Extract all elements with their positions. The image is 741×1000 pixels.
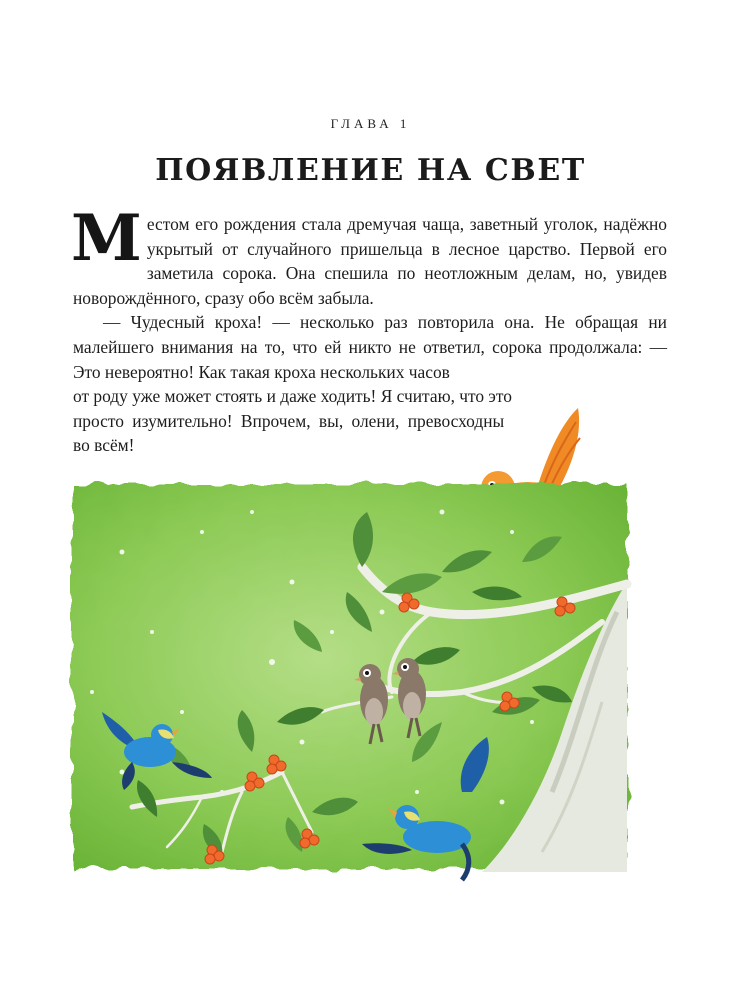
paragraph-1-text: естом его рождения стала дремучая чаща, заветный уголок, надёжно укрытый от случайного пришельца в лесное царство. Первой его заметила сорока. Она спешила по неотложным делам, но, увидев новорождённого, сразу обо всём забыла. — [73, 214, 667, 308]
paragraph-2-line-a: от роду уже может стоять и даже ходить! Я считаю, что это — [73, 386, 512, 407]
forest-illustration — [62, 472, 637, 882]
paragraph-2 — [73, 310, 667, 384]
paragraph-2-text: — Чудесный кроха! — несколько раз повторила она. Не обращая ни малейшего внимания на то, что ей никто не ответил, сорока продолжала: — Это невероятно! Как такая кроха нескольких часов — [73, 312, 667, 382]
paragraph-2-line-b: просто изумительно! Впрочем, вы, олени, превосходны — [73, 410, 505, 431]
paragraph-2-line-c: во всём! — [73, 435, 135, 456]
chapter-title: ПОЯВЛЕНИЕ НА СВЕТ — [155, 153, 586, 188]
drop-cap: М — [71, 201, 142, 276]
paragraph-1 — [71, 201, 667, 310]
chapter-label: ГЛАВА 1 — [330, 116, 411, 131]
